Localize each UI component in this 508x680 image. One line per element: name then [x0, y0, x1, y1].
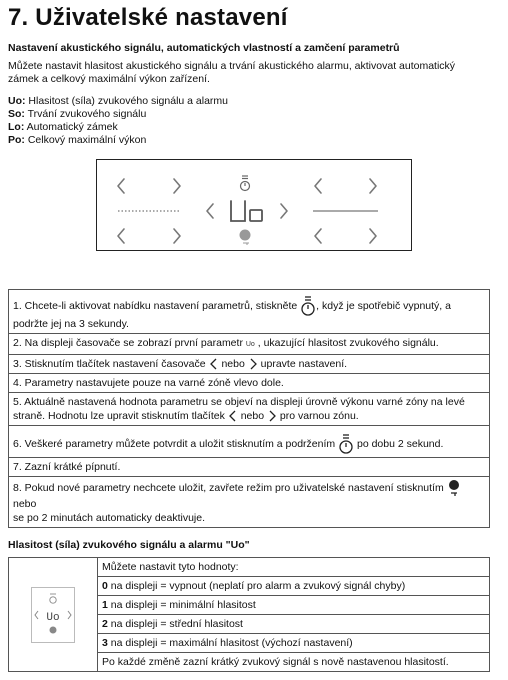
- timer-icon: [300, 295, 316, 317]
- lock-button-icon: [50, 626, 57, 633]
- table-row: Uo Můžete nastavit tyto hodnoty:: [9, 558, 490, 577]
- chevron-right-icon: [248, 357, 258, 371]
- chevron-right-icon: [267, 409, 277, 423]
- timer-left-chevron: [207, 204, 213, 218]
- page-title: 7. Uživatelské nastavení: [8, 4, 288, 31]
- volume-values-table: [8, 557, 490, 672]
- right-zone-down-left-chevron: [315, 229, 321, 243]
- timer-icon: [338, 433, 354, 455]
- definition-item: Uo: Hlasitost (síla) zvukového signálu a alarmu: [8, 95, 229, 107]
- display-code-uo: Uo: [46, 611, 60, 624]
- control-panel-diagram: [96, 159, 412, 251]
- chevron-left-icon: [228, 409, 238, 423]
- step-row: 2. Na displeji časovače se zobrazí první parametr Uo , ukazující hlasitost zvukového signálu.: [9, 334, 490, 355]
- intro-paragraph: Můžete nastavit hlasitost akustického signálu a trvání akustického alarmu, aktivovat automatický zámek a celkový maximální výkon zařízení.: [8, 60, 456, 85]
- chevron-right-icon: [68, 611, 71, 619]
- table-row: 2 na displeji = střední hlasitost: [9, 615, 490, 634]
- lock-button-icon: [240, 230, 251, 241]
- parameter-definitions: [8, 95, 228, 147]
- step-row: 1. Chcete-li aktivovat nabídku nastavení parametrů, stiskněte , když je spotřebič vypnutý, a podržte jej na 3 sekundy.: [9, 290, 490, 334]
- lock-key-icon: [447, 479, 461, 497]
- left-zone-up-right-chevron: [174, 179, 180, 193]
- table-row: 3 na displeji = maximální hlasitost (výchozí nastavení): [9, 634, 490, 653]
- left-zone-up-left-chevron: [118, 179, 124, 193]
- table-row: Po každé změně zazní krátký zvukový signál s nově nastavenou hlasitostí.: [9, 653, 490, 672]
- chevron-left-icon: [35, 611, 38, 619]
- step-row: 8. Pokud nové parametry nechcete uložit, zavřete režim pro uživatelské nastavení stisknutím nebo se po 2 minutách automaticky deaktivuje.: [9, 477, 490, 528]
- section-subheading: Nastavení akustického signálu, automatických vlastností a zamčení parametrů: [8, 42, 400, 54]
- timer-icon: [50, 594, 56, 603]
- step-row: 4. Parametry nastavujete pouze na varné zóně vlevo dole.: [9, 374, 490, 393]
- left-zone-down-left-chevron: [118, 229, 124, 243]
- step-row: 3. Stisknutím tlačítek nastavení časovače nebo upravte nastavení.: [9, 355, 490, 374]
- right-zone-up-right-chevron: [370, 179, 376, 193]
- section-title-volume: Hlasitost (síla) zvukového signálu a alarmu "Uo": [8, 539, 250, 551]
- timer-icon: [241, 176, 250, 191]
- key-icon: [243, 243, 249, 245]
- step-row: 5. Aktuálně nastavená hodnota parametru se objeví na displeji úrovně výkonu varné zóny na levé straně. Hodnotu lze upravit stisknutím tlačítek nebo pro varnou zónu.: [9, 393, 490, 426]
- display-code-uo: Uo: [245, 341, 255, 348]
- definition-item: Po: Celkový maximální výkon: [8, 134, 147, 146]
- definition-item: So: Trvání zvukového signálu: [8, 108, 147, 120]
- timer-right-chevron: [281, 204, 287, 218]
- step-row: 7. Zazní krátké pípnutí.: [9, 458, 490, 477]
- left-zone-down-right-chevron: [174, 229, 180, 243]
- table-row: 1 na displeji = minimální hlasitost: [9, 596, 490, 615]
- chevron-left-icon: [209, 357, 219, 371]
- right-zone-up-left-chevron: [315, 179, 321, 193]
- definition-item: Lo: Automatický zámek: [8, 121, 118, 133]
- mini-display-diagram: [31, 587, 75, 643]
- seven-segment-display: [231, 201, 262, 221]
- step-row: 6. Veškeré parametry můžete potvrdit a uložit stisknutím a podržením po dobu 2 sekund.: [9, 426, 490, 458]
- mini-display-cell: [9, 558, 98, 672]
- right-zone-down-right-chevron: [370, 229, 376, 243]
- instruction-steps-table: [8, 289, 490, 528]
- table-row: 0 na displeji = vypnout (neplatí pro alarm a zvukový signál chyby): [9, 577, 490, 596]
